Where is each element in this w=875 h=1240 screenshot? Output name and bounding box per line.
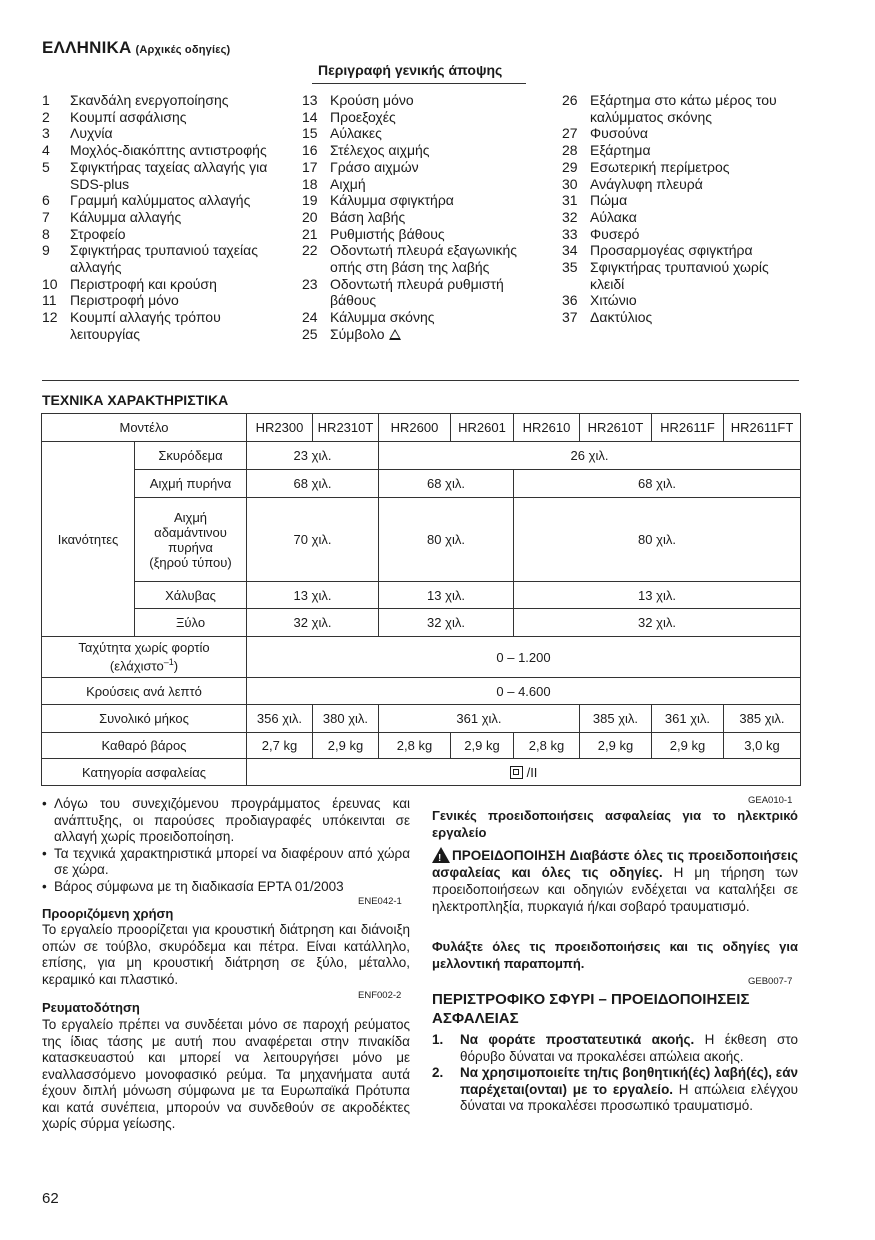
item-label: Κάλυμμα σκόνης (330, 309, 435, 326)
item-number: 11 (42, 292, 57, 309)
table-cell: 356 χιλ. (247, 705, 313, 733)
list-item (42, 242, 287, 275)
table-cell: 13 χιλ. (379, 582, 514, 609)
item-number: 34 (562, 242, 578, 259)
item-number: 26 (562, 92, 578, 108)
overview-title: Περιγραφή γενικής άποψης (318, 62, 503, 78)
item-number: 37 (562, 309, 578, 326)
item-plain-text: Η έκθεση στο θόρυβο δύναται να προκαλέσει απώλεια ακοής. (460, 1032, 798, 1064)
item-number: 28 (562, 142, 578, 159)
item-number: 12 (42, 309, 58, 326)
power-supply-heading: Ρευματοδότηση (42, 1000, 140, 1015)
item-label: Εξάρτημα στο κάτω μέρος του καλύμματος σκόνης (590, 92, 777, 125)
table-cell: 385 χιλ. (724, 705, 801, 733)
item-label: Εξάρτημα (590, 142, 651, 159)
table-cell: 361 χιλ. (652, 705, 724, 733)
item-label: Κάλυμμα αλλαγής (70, 208, 182, 225)
page-title (42, 38, 230, 58)
list-item (42, 109, 287, 126)
item-text (460, 1065, 798, 1115)
list-item (302, 276, 542, 309)
table-cell: 2,9 kg (652, 733, 724, 759)
item-label: Μοχλός-διακόπτης αντιστροφής (70, 142, 267, 159)
table-row (42, 637, 801, 678)
table-cell: 2,8 kg (514, 733, 580, 759)
warning-word: ΠΡΟΕΙΔΟΠΟΙΗΣΗ (452, 848, 566, 863)
item-label: Σφιγκτήρας τρυπανιού χωρίς κλειδί (590, 259, 769, 292)
list-item (562, 209, 802, 226)
item-number: 5 (42, 158, 50, 175)
item-number: 2. (432, 1065, 444, 1080)
list-item (562, 242, 802, 259)
item-label: Γραμμή καλύμματος αλλαγής (70, 192, 251, 209)
item-label: Κουμπί ασφάλισης (70, 108, 187, 125)
table-cell: 2,9 kg (313, 733, 379, 759)
model-cell: HR2601 (451, 414, 514, 442)
item-label: Περιστροφή μόνο (70, 292, 179, 309)
item-plain-text: Η απώλεια ελέγχου δύναται να προκαλέσει προσωπικό τραυματισμό. (460, 1081, 798, 1113)
bullet-item (42, 846, 410, 879)
item-label: Κρούση μόνο (330, 92, 414, 108)
bullet-icon: • (42, 796, 47, 811)
list-item (302, 176, 542, 193)
item-label: Κάλυμμα σφιγκτήρα (330, 192, 454, 209)
table-cell: 26 χιλ. (379, 442, 801, 470)
language-title: ΕΛΛΗΝΙΚΑ (42, 38, 132, 57)
list-item (42, 142, 287, 159)
list-item (42, 209, 287, 226)
item-number: 6 (42, 192, 50, 209)
bullet-text: Λόγω του συνεχιζόμενου προγράμματος έρευνας και ανάπτυξης, οι παρούσες προδιαγραφές υπόκεινται σε αλλαγή χωρίς προειδοποίηση. (54, 796, 410, 844)
section-code: ENE042-1 (358, 896, 402, 907)
row-label: Καθαρό βάρος (42, 733, 247, 759)
section-code: GEA010-1 (748, 795, 793, 806)
bullet-item (42, 796, 410, 846)
list-item (302, 192, 542, 209)
row-label: Ξύλο (135, 609, 247, 637)
spec-notes (42, 796, 410, 895)
section-divider (42, 380, 799, 381)
item-label: Στέλεχος αιχμής (330, 142, 430, 159)
model-cell: HR2611F (652, 414, 724, 442)
warning-triangle-icon (432, 847, 450, 863)
item-label: Εσωτερική περίμετρος (590, 158, 730, 175)
list-item (302, 92, 542, 109)
item-label: Γράσο αιχμών (330, 158, 419, 175)
item-number: 17 (302, 158, 318, 175)
table-cell: 70 χιλ. (247, 498, 379, 582)
double-insulation-icon (510, 766, 523, 779)
item-label: Λυχνία (70, 125, 113, 142)
item-label: Σφιγκτήρας τρυπανιού ταχείας αλλαγής (70, 242, 258, 276)
hammer-safety-list (432, 1032, 798, 1115)
list-item (42, 192, 287, 209)
model-cell: HR2610 (514, 414, 580, 442)
item-number: 16 (302, 142, 318, 159)
item-label: Στροφείο (70, 225, 126, 242)
table-cell: 32 χιλ. (247, 609, 379, 637)
item-label: Σύμβολο (330, 326, 542, 343)
item-text (460, 1032, 798, 1065)
list-item (562, 142, 802, 159)
item-label: Αιχμή (330, 175, 366, 192)
table-cell: 13 χιλ. (247, 582, 379, 609)
table-row (42, 733, 801, 759)
list-item (42, 292, 287, 309)
warning-bold-text: Διαβάστε όλες τις προειδοποιήσεις ασφαλείας και όλες τις οδηγίες. (432, 848, 798, 880)
row-label: Συνολικό μήκος (42, 705, 247, 733)
capacities-label: Ικανότητες (42, 442, 135, 637)
item-number: 1. (432, 1032, 444, 1047)
item-label: Χιτώνιο (590, 292, 637, 309)
item-number: 22 (302, 242, 318, 259)
bullet-icon: • (42, 845, 47, 861)
row-label: Αιχμή αδαμάντινου πυρήνα (ξηρού τύπου) (135, 498, 247, 582)
item-number: 25 (302, 325, 318, 342)
list-item (302, 109, 542, 126)
hammer-safety-heading: ΠΕΡΙΣΤΡΟΦΙΚΟ ΣΦΥΡΙ – ΠΡΟΕΙΔΟΠΟΙΗΣΕΙΣ ΑΣΦΑΛΕΙΑΣ (432, 991, 750, 1027)
table-cell: 385 χιλ. (580, 705, 652, 733)
item-label: Ρυθμιστής βάθους (330, 225, 445, 242)
list-item (562, 125, 802, 142)
warning-text: Η μη τήρηση των προειδοποιήσεων και οδηγιών ενδέχεται να καταλήξει σε ηλεκτροπληξία, πυρκαγιά ή/και σοβαρό τραυματισμό. (432, 865, 798, 914)
keep-instructions: Φυλάξτε όλες τις προειδοποιήσεις και τις οδηγίες για μελλοντική παραπομπή. (432, 939, 798, 971)
item-number: 30 (562, 175, 578, 192)
list-item (302, 242, 542, 275)
parts-list-column-2 (302, 92, 542, 343)
table-row (42, 442, 801, 470)
item-label: Δακτύλιος (590, 309, 653, 326)
item-number: 2 (42, 108, 50, 125)
item-number: 8 (42, 225, 50, 242)
list-item (42, 309, 287, 342)
warning-symbol-icon (389, 329, 401, 340)
model-cell: HR2610T (580, 414, 652, 442)
list-item (302, 142, 542, 159)
model-cell: HR2300 (247, 414, 313, 442)
item-number: 35 (562, 259, 578, 276)
list-item (432, 1032, 798, 1065)
table-cell: 80 χιλ. (379, 498, 514, 582)
item-number: 18 (302, 175, 318, 192)
item-number: 7 (42, 208, 50, 225)
page-number: 62 (42, 1190, 59, 1207)
list-item (42, 159, 287, 192)
table-cell: /II (247, 759, 801, 786)
table-row (42, 470, 801, 498)
item-label: Πώμα (590, 192, 628, 209)
table-cell: 68 χιλ. (514, 470, 801, 498)
list-item (562, 259, 802, 292)
item-label: Ανάγλυφη πλευρά (590, 175, 703, 192)
list-item (562, 176, 802, 193)
list-item (302, 326, 542, 343)
table-cell: 32 χιλ. (514, 609, 801, 637)
general-safety-heading: Γενικές προειδοποιήσεις ασφαλείας για το ηλεκτρικό εργαλείο (432, 808, 798, 840)
table-cell: 380 χιλ. (313, 705, 379, 733)
table-cell: 361 χιλ. (379, 705, 580, 733)
table-cell: 32 χιλ. (379, 609, 514, 637)
item-label: Σφιγκτήρας ταχείας αλλαγής για SDS-plus (70, 158, 268, 192)
list-item (42, 276, 287, 293)
item-number: 1 (42, 92, 50, 108)
row-label: Αιχμή πυρήνα (135, 470, 247, 498)
item-number: 9 (42, 242, 50, 259)
item-number: 32 (562, 208, 578, 225)
section-code: GEB007-7 (748, 976, 793, 987)
model-cell: HR2310T (313, 414, 379, 442)
item-number: 23 (302, 275, 318, 292)
list-item (42, 125, 287, 142)
row-label: Κρούσεις ανά λεπτό (42, 678, 247, 705)
item-label: Αύλακα (590, 208, 637, 225)
list-item (562, 159, 802, 176)
model-label: Μοντέλο (42, 414, 247, 442)
item-label: Οδοντωτή πλευρά ρυθμιστή βάθους (330, 275, 504, 309)
item-number: 36 (562, 292, 578, 309)
item-label: Κουμπί αλλαγής τρόπου λειτουργίας (70, 309, 221, 342)
table-cell: 2,8 kg (379, 733, 451, 759)
bullet-icon: • (42, 878, 47, 894)
item-label: Φυσούνα (590, 125, 649, 142)
specs-table (41, 413, 801, 786)
row-label: Χάλυβας (135, 582, 247, 609)
table-cell: 68 χιλ. (247, 470, 379, 498)
table-cell: 80 χιλ. (514, 498, 801, 582)
power-supply-text: Το εργαλείο πρέπει να συνδέεται μόνο σε παροχή ρεύματος της ίδιας τάσης με αυτή που αναφέρεται στην πινακίδα κατασκευαστού και μπορεί να λειτουργήσει μόνο με εναλλασσόμενο μονοφασικό ρεύμα. Τα μηχανήματα αυτά έχουν διπλή μόνωση σύμφωνα με τα Ευρωπαϊκά Πρότυπα και κατά συνέπεια, μπορούν να συνδεθούν σε ακροδέκτες χωρίς σύρμα γείωσης. (42, 1017, 410, 1131)
list-item (302, 209, 542, 226)
parts-list-column-1 (42, 92, 287, 343)
intended-use-heading: Προοριζόμενη χρήση (42, 906, 174, 921)
item-number: 15 (302, 125, 318, 142)
parts-list-column-3 (562, 92, 802, 326)
list-item (562, 309, 802, 326)
table-cell: 0 – 1.200 (247, 637, 801, 678)
list-item (42, 226, 287, 243)
table-cell: 68 χιλ. (379, 470, 514, 498)
item-label: Αύλακες (330, 125, 382, 142)
item-number: 14 (302, 108, 318, 125)
item-number: 27 (562, 125, 578, 142)
table-cell: 13 χιλ. (514, 582, 801, 609)
item-number: 29 (562, 158, 578, 175)
list-item (432, 1065, 798, 1115)
item-label: Περιστροφή και κρούση (70, 275, 217, 292)
item-number: 31 (562, 192, 578, 209)
table-cell: 2,9 kg (580, 733, 652, 759)
language-subtitle: (Αρχικές οδηγίες) (135, 44, 231, 56)
item-label: Προεξοχές (330, 108, 396, 125)
table-cell: 0 – 4.600 (247, 678, 801, 705)
specs-title: ΤΕΧΝΙΚΑ ΧΑΡΑΚΤΗΡΙΣΤΙΚΑ (42, 392, 229, 408)
table-cell: 3,0 kg (724, 733, 801, 759)
bullet-text: Τα τεχνικά χαρακτηριστικά μπορεί να διαφέρουν από χώρα σε χώρα. (54, 845, 410, 877)
table-row (42, 609, 801, 637)
table-row (42, 414, 801, 442)
model-cell: HR2600 (379, 414, 451, 442)
item-number: 3 (42, 125, 50, 142)
item-label: Βάση λαβής (330, 208, 406, 225)
row-label: Σκυρόδεμα (135, 442, 247, 470)
table-row (42, 678, 801, 705)
overview-underline (312, 83, 526, 84)
row-label: Κατηγορία ασφαλείας (42, 759, 247, 786)
list-item (42, 92, 287, 109)
list-item (562, 192, 802, 209)
intended-use-text: Το εργαλείο προορίζεται για κρουστική διάτρηση και διάνοιξη οπών σε τούβλο, σκυρόδεμα και πέτρα. Είναι κατάλληλο, επίσης, για μη κρουστική διάτρηση σε ξύλο, μέταλλο, κεραμικό και πλαστικό. (42, 922, 410, 987)
item-number: 13 (302, 92, 318, 108)
item-bold-text: Να φοράτε προστατευτικά ακοής. (460, 1032, 695, 1047)
item-label: Σκανδάλη ενεργοποίησης (70, 92, 229, 108)
item-label: Οδοντωτή πλευρά εξαγωνικής οπής στη βάση της λαβής (330, 242, 518, 276)
warning-block (432, 847, 798, 915)
item-number: 19 (302, 192, 318, 209)
table-cell: 2,7 kg (247, 733, 313, 759)
table-row (42, 705, 801, 733)
table-row (42, 582, 801, 609)
bullet-item (42, 879, 410, 896)
item-label: Φυσερό (590, 225, 640, 242)
table-row (42, 498, 801, 582)
model-cell: HR2611FT (724, 414, 801, 442)
bullet-text: Βάρος σύμφωνα με τη διαδικασία EPTA 01/2003 (54, 878, 344, 894)
item-number: 4 (42, 142, 50, 159)
list-item (562, 92, 802, 125)
item-number: 21 (302, 225, 318, 242)
list-item (302, 309, 542, 326)
table-row (42, 759, 801, 786)
item-number: 24 (302, 309, 318, 326)
item-number: 10 (42, 275, 58, 292)
list-item (302, 125, 542, 142)
section-code: ENF002-2 (358, 990, 402, 1001)
item-number: 33 (562, 225, 578, 242)
list-item (562, 226, 802, 243)
table-cell: 2,9 kg (451, 733, 514, 759)
list-item (562, 292, 802, 309)
item-bold-text: Να χρησιμοποιείτε τη/τις βοηθητική(ές) λαβή(ές), εάν παρέχεται(ονται) με το εργαλείο. (460, 1065, 798, 1097)
item-label: Προσαρμογέας σφιγκτήρα (590, 242, 753, 259)
list-item (302, 159, 542, 176)
table-cell: 23 χιλ. (247, 442, 379, 470)
no-load-speed-label: Ταχύτητα χωρίς φορτίο (ελάχιστο$^{-1}$) (42, 637, 247, 678)
item-number: 20 (302, 208, 318, 225)
list-item (302, 226, 542, 243)
